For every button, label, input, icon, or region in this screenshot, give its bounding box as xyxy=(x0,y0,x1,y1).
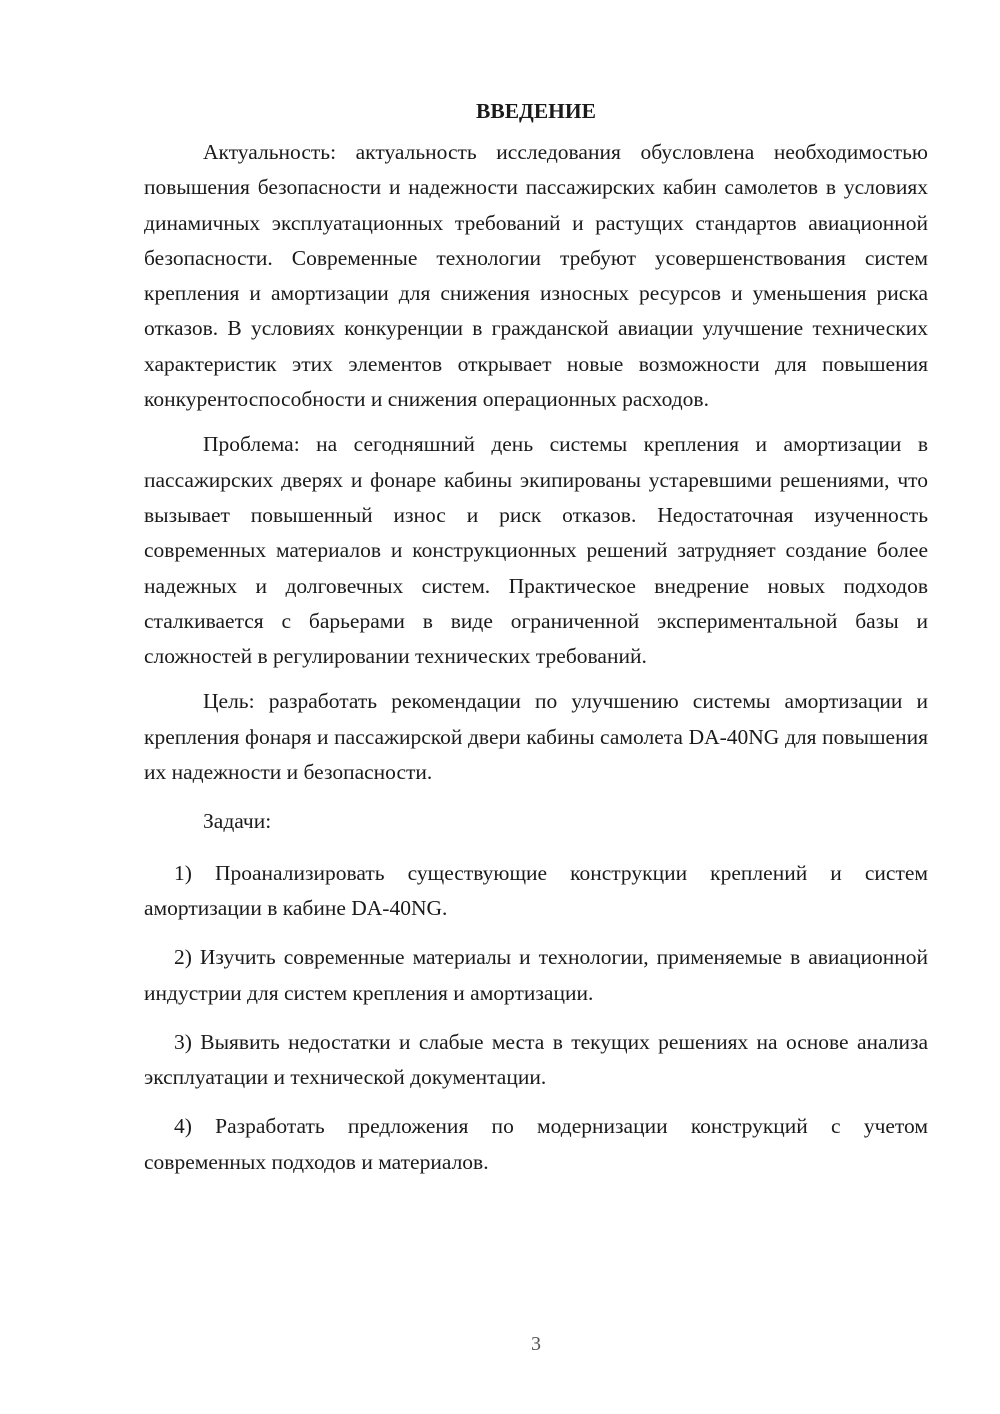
section-heading: ВВЕДЕНИЕ xyxy=(476,99,596,123)
task-item: 3) Выявить недостатки и слабые места в текущих решениях на основе анализа эксплуатации и технической документации. xyxy=(144,1029,928,1090)
task-item: 2) Изучить современные материалы и технологии, применяемые в авиационной индустрии для систем крепления и амортизации. xyxy=(144,945,928,1005)
goal-paragraph: Цель: разработать рекомендации по улучшению системы амортизации и крепления фонаря и пассажирской двери кабины самолета DA-40NG для повышения их надежности и безопасности. xyxy=(144,689,928,785)
page-number: 3 xyxy=(531,1333,541,1355)
tasks-label: Задачи: xyxy=(203,809,272,834)
task-item: 4) Разработать предложения по модернизации конструкций с учетом современных подходов и материалов. xyxy=(144,1114,928,1174)
problem-paragraph: Проблема: на сегодняшний день системы крепления и амортизации в пассажирских дверях и фонаре кабины экипированы устаревшими решениями, что вызывает повышенный износ и риск отказов. Недостаточная изученность современных материалов и конструкционных решений затрудняет создание более надежных и долговечных систем. Практическое внедрение новых подходов сталкивается с барьерами в виде ограниченной экспериментальной базы и сложностей в регулировании технических требований. xyxy=(144,432,928,669)
page-content xyxy=(144,94,928,1180)
task-item: 1) Проанализировать существующие конструкции креплений и систем амортизации в кабине DA-40NG. xyxy=(144,860,928,920)
relevance-paragraph: Актуальность: актуальность исследования обусловлена необходимостью повышения безопасности и надежности пассажирских кабин самолетов в условиях динамичных эксплуатационных требований и растущих стандартов авиационной безопасности. Современные технологии требуют усовершенствования систем крепления и амортизации для снижения износных ресурсов и уменьшения риска отказов. В условиях конкуренции в гражданской авиации улучшение технических характеристик этих элементов открывает новые возможности для повышения конкурентоспособности и снижения операционных расходов. xyxy=(144,140,928,412)
